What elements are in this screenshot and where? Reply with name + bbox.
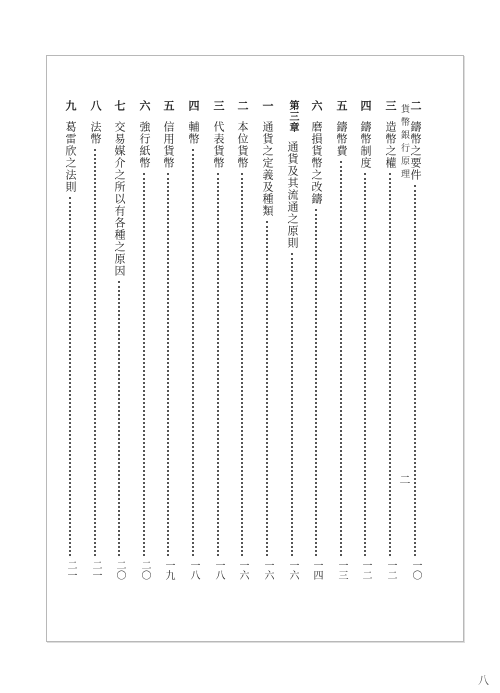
dot-leader: [414, 185, 416, 556]
dot-leader: [241, 173, 243, 556]
toc-entry: [259, 100, 275, 580]
toc-entry-number: 三: [212, 100, 225, 111]
dot-leader: [315, 209, 317, 556]
toc-entry: [234, 100, 250, 580]
toc-entry-page: 一六: [262, 560, 273, 580]
toc-entry-page: 一九: [163, 560, 174, 580]
toc-entry-number: 六: [138, 100, 151, 111]
toc-entry-title: 葛雷欣之法則: [64, 121, 77, 193]
toc-entry-title: 造幣之權: [384, 121, 397, 169]
toc-entry: [185, 100, 201, 580]
toc-entry: [136, 100, 152, 580]
toc-entry: [333, 100, 349, 580]
toc-entry-number: 五: [162, 100, 175, 111]
toc-entry-number: 一: [261, 100, 274, 111]
toc-entry-page: 二一: [90, 560, 101, 580]
toc-entry-title: 鑄幣制度: [359, 121, 372, 169]
toc-entry-title: 通貨之定義及種類: [261, 121, 274, 217]
toc-entry-number: 六: [310, 100, 323, 111]
toc-entry: [210, 100, 226, 580]
toc-entry: [407, 100, 423, 580]
toc-entry-number: 三: [384, 100, 397, 111]
toc-entry-title: 輔幣: [187, 121, 200, 145]
toc-entry-number: 第三章: [287, 100, 298, 133]
toc-entry-page: 二〇: [139, 560, 150, 580]
toc-entry-title: 本位貨幣: [236, 121, 249, 169]
toc-entry-title: 磨損貨幣之改鑄: [310, 121, 323, 205]
running-head: 貨幣銀行原理: [399, 104, 409, 182]
dot-leader: [340, 161, 342, 556]
toc-entry: [284, 100, 300, 580]
toc-entry-page: 一六: [237, 560, 248, 580]
corner-page-mark: 八: [478, 674, 489, 687]
toc-entry-page: 一六: [287, 560, 298, 580]
toc-entry-title: 鑄幣之要件: [409, 121, 422, 181]
dot-leader: [217, 173, 219, 556]
toc-entry-page: 一〇: [410, 560, 421, 580]
page-folio: 二: [398, 474, 411, 485]
toc-entry-page: 二一: [65, 560, 76, 580]
toc-entry-page: 一二: [360, 560, 371, 580]
toc-entry-page: 一八: [188, 560, 199, 580]
toc-entry-number: 二: [236, 100, 249, 111]
toc-entry: [62, 100, 78, 580]
toc-entry-number: 九: [64, 100, 77, 111]
toc-entry-title: 通貨及其流通之原則: [286, 141, 299, 249]
toc-entry: [111, 100, 127, 580]
toc-entry-title: 鑄幣費: [335, 121, 348, 157]
dot-leader: [69, 197, 71, 556]
toc-entry-title: 法幣: [89, 121, 102, 145]
toc-entry: [308, 100, 324, 580]
toc-entry-title: 強行紙幣: [138, 121, 151, 169]
toc-entry-title: 交易媒介之所以有各種之原因: [113, 121, 126, 277]
dot-leader: [389, 173, 391, 556]
toc-entry: [87, 100, 103, 580]
toc-entry-number: 五: [335, 100, 348, 111]
toc-entry-page: 一三: [336, 560, 347, 580]
toc-entry-page: 一四: [311, 560, 322, 580]
toc-entry-page: 一八: [213, 560, 224, 580]
toc-entry: [357, 100, 373, 580]
toc-entry-number: 四: [187, 100, 200, 111]
toc-entry-number: 二: [409, 100, 422, 111]
dot-leader: [192, 149, 194, 556]
dot-leader: [291, 253, 293, 556]
toc-entry-title: 信用貨幣: [162, 121, 175, 169]
dot-leader: [364, 173, 366, 556]
toc-entry-page: 二〇: [114, 560, 125, 580]
toc-entry: [382, 100, 398, 580]
dot-leader: [266, 221, 268, 556]
toc-entry-title: 代表貨幣: [212, 121, 225, 169]
dot-leader: [94, 149, 96, 556]
toc-entry: [160, 100, 176, 580]
dot-leader: [118, 281, 120, 556]
dot-leader: [167, 173, 169, 556]
toc-entry-number: 七: [113, 100, 126, 111]
toc-entry-page: 一二: [385, 560, 396, 580]
toc-entry-number: 四: [359, 100, 372, 111]
dot-leader: [143, 173, 145, 556]
toc-entry-number: 八: [89, 100, 102, 111]
